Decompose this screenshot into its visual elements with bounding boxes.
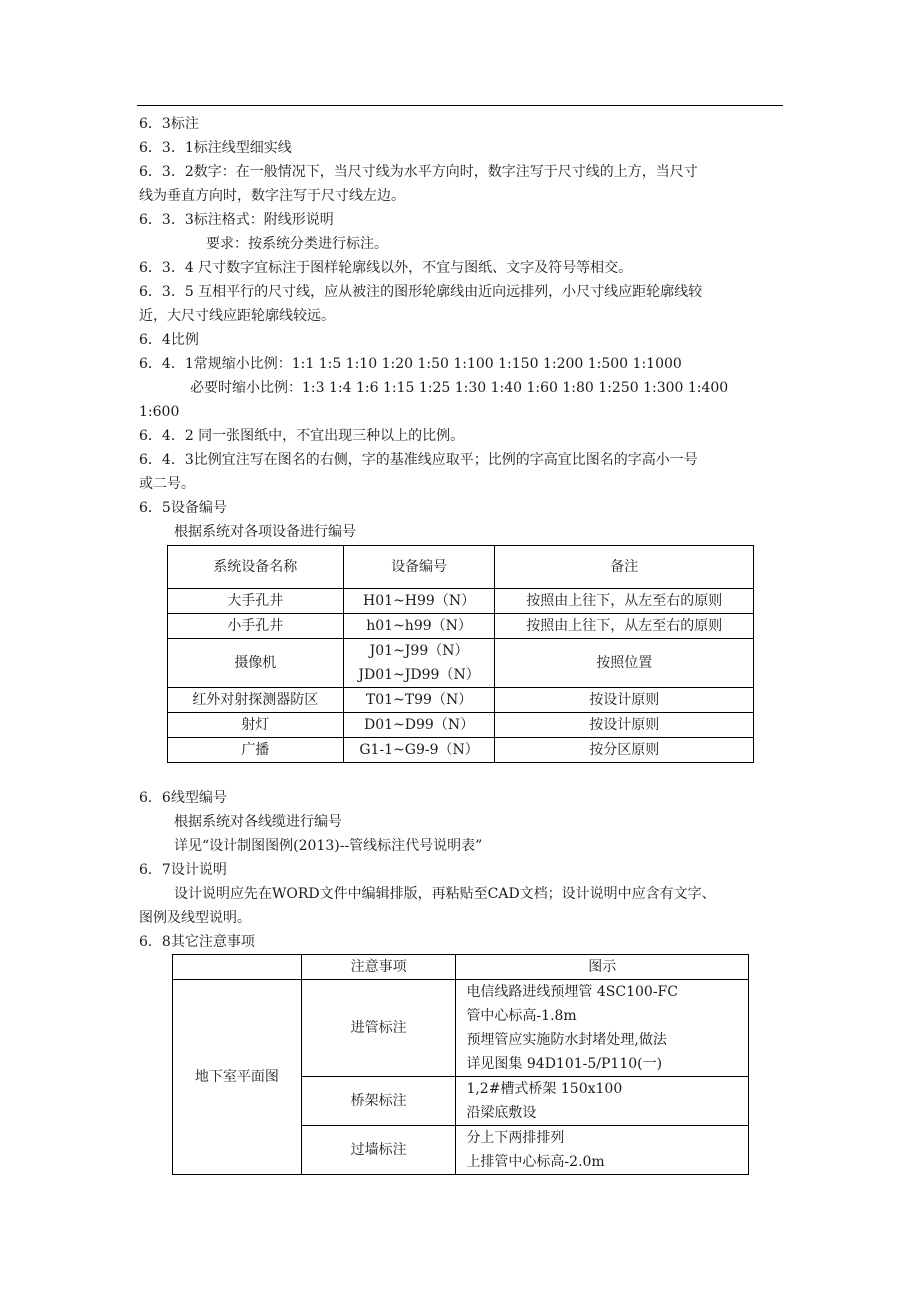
para-6-4-3-line1: 6．4．3比例宜注写在图名的右侧，字的基准线应取平；比例的字高宜比图名的字高小一号 [139,452,698,468]
notes-table [172,954,749,1175]
para-6-3-5-line1: 6．3．5 互相平行的尺寸线，应从被注的图形轮廓线由近向远排列，小尺寸线应距轮廓线较 [139,284,703,300]
para-6-4-1-line1: 6．4．1常规缩小比例：1:1 1:5 1:10 1:20 1:50 1:100 1:150 1:200 1:500 1:1000 [139,356,682,372]
equipment-code: D01~D99（N） [343,713,495,738]
header-cell [173,955,302,980]
equipment-code-cell [343,639,495,688]
table-row [168,639,754,688]
detail-line: 上排管中心标高-2.0m [466,1154,605,1170]
note-item: 过墙标注 [301,1126,456,1175]
equipment-code-secondary: JD01~JD99（N） [358,667,480,683]
table-row [168,589,754,614]
table-header-row [168,546,754,589]
equipment-name: 大手孔井 [168,589,344,614]
equipment-name: 红外对射探测器防区 [168,688,344,713]
para-6-3-2-line2: 线为垂直方向时，数字注写于尺寸线左边。 [139,188,405,204]
header-cell: 图示 [456,955,749,980]
table-row [168,688,754,713]
para-6-7-line1: 设计说明应先在WORD文件中编辑排版，再粘贴至CAD文档；设计说明中应含有文字、 [174,886,716,902]
para-6-4-1-line3: 1:600 [139,404,180,420]
para-6-4-1-line2: 必要时缩小比例：1:3 1:4 1:6 1:15 1:25 1:30 1:40 1:60 1:80 1:250 1:300 1:400 [190,380,729,396]
para-6-3-1: 6．3．1标注线型细实线 [139,140,292,156]
equipment-note: 按照位置 [495,639,754,688]
header-cell: 设备编号 [343,546,495,589]
para-6-6-reference: 详见“设计制图图例(2013)--管线标注代号说明表” [174,838,483,854]
table-row [168,738,754,763]
heading-6-6: 6．6线型编号 [139,790,227,806]
equipment-note: 按照由上往下，从左至右的原则 [495,589,754,614]
detail-line: 1,2#槽式桥架 150x100 [466,1081,623,1097]
equipment-name: 广播 [168,738,344,763]
para-6-3-2-line1: 6．3．2数字：在一般情况下，当尺寸线为水平方向时，数字注写于尺寸线的上方，当尺寸 [139,164,698,180]
para-6-3-4: 6．3．4 尺寸数字宜标注于图样轮廓线以外，不宜与图纸、文字及符号等相交。 [139,260,633,276]
para-6-4-3-line2: 或二号。 [139,476,195,492]
header-cell: 系统设备名称 [168,546,344,589]
note-item: 桥架标注 [301,1077,456,1126]
note-item: 进管标注 [301,980,456,1077]
equipment-note: 按照由上往下，从左至右的原则 [495,614,754,639]
table-header-row [173,955,749,980]
para-6-3-3: 6．3．3标注格式：附线形说明 [139,212,334,228]
equipment-note: 按设计原则 [495,713,754,738]
header-rule [137,105,783,106]
equipment-name: 射灯 [168,713,344,738]
equipment-code: G1-1~G9-9（N） [343,738,495,763]
equipment-note: 按分区原则 [495,738,754,763]
table-row [168,614,754,639]
detail-line: 管中心标高-1.8m [466,1008,577,1024]
para-6-4-2: 6．4．2 同一张图纸中，不宜出现三种以上的比例。 [139,428,465,444]
detail-line: 分上下两排排列 [466,1130,565,1146]
para-6-5-desc: 根据系统对各项设备进行编号 [174,524,356,540]
heading-6-3: 6．3标注 [139,116,199,132]
table-row [173,980,749,1077]
equipment-note: 按设计原则 [495,688,754,713]
equipment-code: J01~J99（N） [369,643,469,659]
para-6-3-3-requirement: 要求：按系统分类进行标注。 [206,236,388,252]
header-cell: 注意事项 [301,955,456,980]
para-6-7-line2: 图例及线型说明。 [139,910,251,926]
equipment-name: 小手孔井 [168,614,344,639]
group-cell: 地下室平面图 [173,980,302,1175]
para-6-6-desc: 根据系统对各线缆进行编号 [174,814,342,830]
note-detail [456,980,749,1077]
detail-line: 预埋管应实施防水封堵处理,做法 [466,1032,667,1048]
heading-6-4: 6．4比例 [139,332,199,348]
equipment-code: h01~h99（N） [343,614,495,639]
equipment-code-table [167,545,754,763]
equipment-name: 摄像机 [168,639,344,688]
heading-6-7: 6．7设计说明 [139,862,227,878]
equipment-code: T01~T99（N） [343,688,495,713]
detail-line: 沿梁底敷设 [466,1105,537,1121]
note-detail [456,1077,749,1126]
detail-line: 电信线路进线预埋管 4SC100-FC [466,984,678,1000]
detail-line: 详见图集 94D101-5/P110(一) [466,1056,663,1072]
table-row [168,713,754,738]
heading-6-8: 6．8其它注意事项 [139,934,255,950]
equipment-code: H01~H99（N） [343,589,495,614]
header-cell: 备注 [495,546,754,589]
para-6-3-5-line2: 近，大尺寸线应距轮廓线较远。 [139,308,335,324]
note-detail [456,1126,749,1175]
heading-6-5: 6．5设备编号 [139,500,227,516]
